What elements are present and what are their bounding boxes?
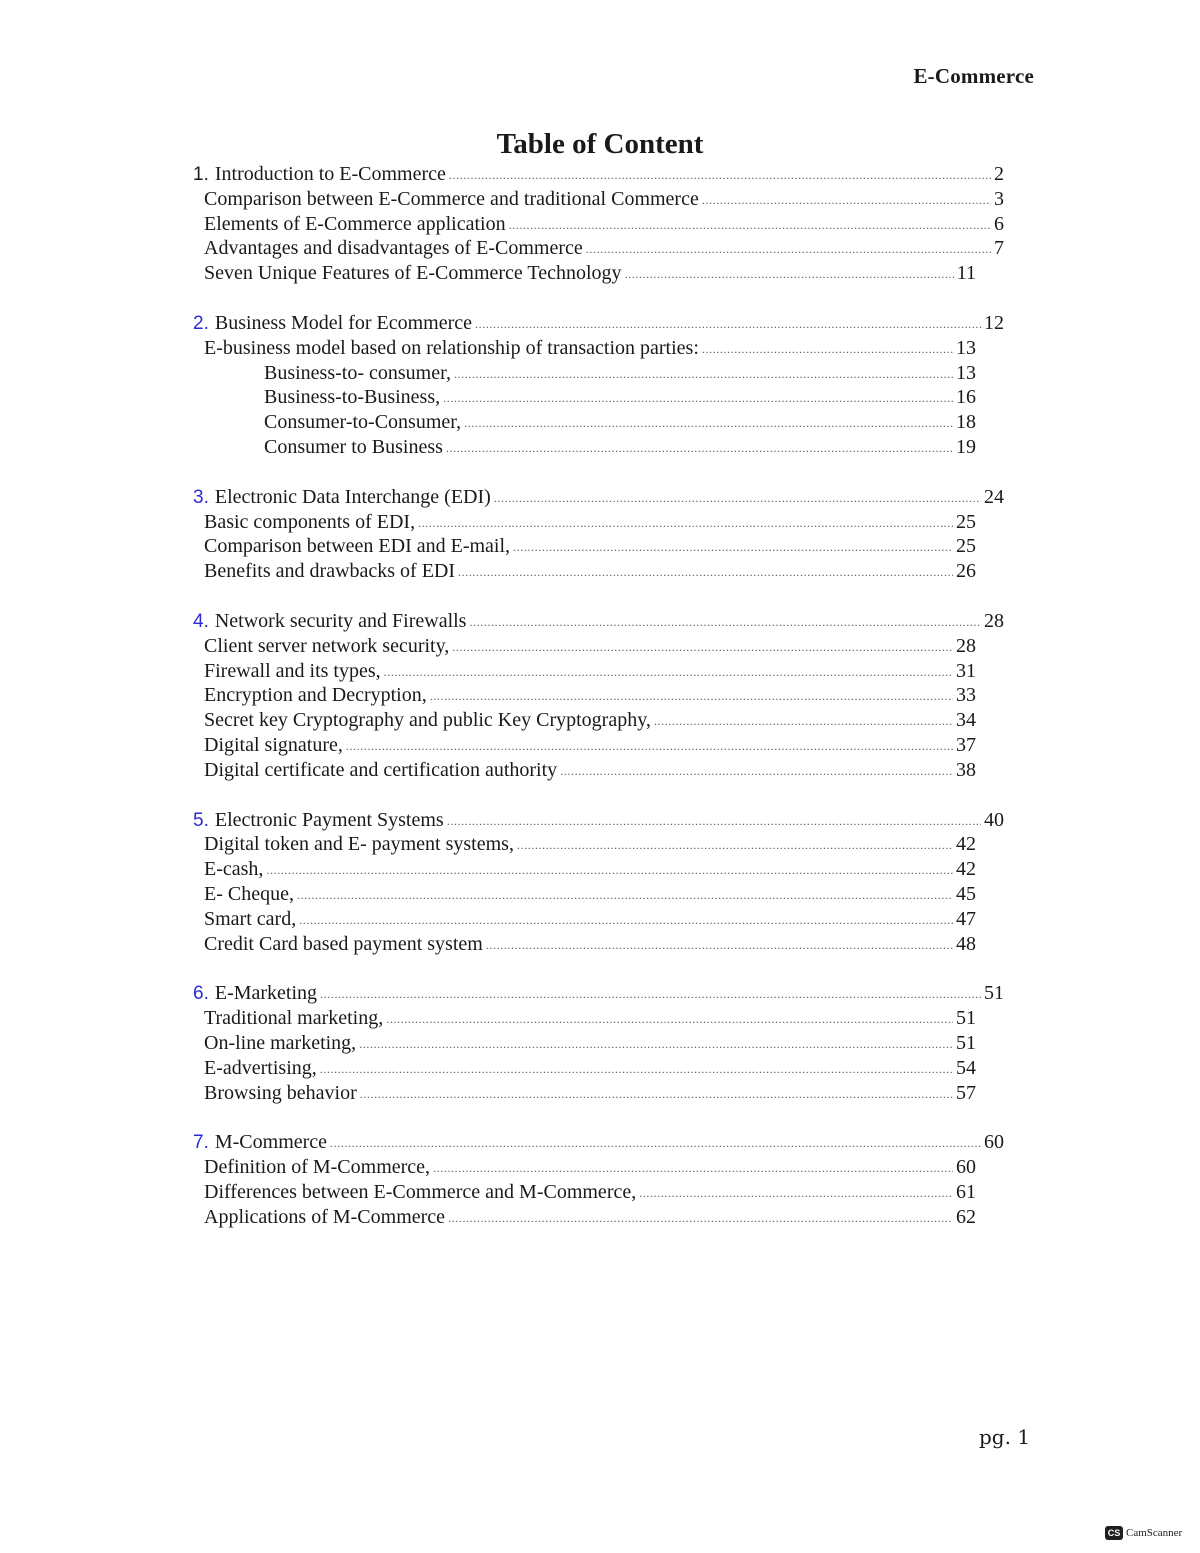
dot-leader — [452, 635, 953, 660]
toc-page-number: 54 — [956, 1056, 976, 1079]
toc-entry-title: Client server network security, — [204, 634, 450, 657]
toc-page-number: 13 — [956, 361, 976, 384]
toc-entry-title: Browsing behavior — [204, 1081, 357, 1104]
toc-entry[interactable] — [193, 708, 1004, 733]
toc-entry[interactable] — [193, 733, 1004, 758]
toc-entry-title: On-line marketing, — [204, 1031, 357, 1054]
toc-page-number: 48 — [956, 932, 976, 955]
toc-page-number: 45 — [956, 882, 976, 905]
toc-entry-title: E- Cheque, — [204, 882, 294, 905]
running-header: E-Commerce — [913, 64, 1034, 88]
camscanner-watermark — [1105, 1526, 1182, 1540]
toc-entry[interactable] — [193, 634, 1004, 659]
toc-page-number: 38 — [956, 758, 976, 781]
toc-entry[interactable] — [193, 236, 1004, 261]
dot-leader — [384, 660, 953, 685]
toc-section — [193, 1130, 1004, 1229]
toc-entry[interactable] — [193, 385, 1004, 410]
toc-entry[interactable] — [193, 832, 1004, 857]
table-of-contents — [193, 162, 1004, 1254]
toc-page-number: 60 — [956, 1156, 976, 1179]
toc-chapter-entry[interactable] — [193, 485, 1004, 510]
toc-chapter-entry[interactable] — [193, 808, 1004, 833]
dot-leader — [486, 933, 953, 958]
dot-leader — [386, 1007, 953, 1032]
toc-chapter-number: 6. — [193, 983, 209, 1005]
toc-entry[interactable] — [193, 187, 1004, 212]
toc-page-number: 24 — [984, 485, 1004, 508]
toc-page-number: 28 — [984, 609, 1004, 632]
toc-page-number: 31 — [956, 659, 976, 682]
toc-chapter-number: 2. — [193, 312, 209, 334]
dot-leader — [475, 312, 981, 337]
toc-entry-title: Definition of M-Commerce, — [204, 1156, 431, 1179]
dot-leader — [359, 1032, 953, 1057]
toc-chapter-entry[interactable] — [193, 981, 1004, 1006]
toc-page-number: 11 — [956, 262, 976, 285]
toc-section — [193, 808, 1004, 957]
toc-entry[interactable] — [193, 1180, 1004, 1205]
toc-entry[interactable] — [193, 361, 1004, 386]
toc-entry-title: Seven Unique Features of E-Commerce Technology — [204, 262, 622, 285]
dot-leader — [654, 709, 953, 734]
toc-entry-title: E-cash, — [204, 858, 264, 881]
dot-leader — [418, 511, 953, 536]
toc-entry-title: Business-to- consumer, — [264, 361, 451, 384]
toc-entry-title: Comparison between E-Commerce and traditional Commerce — [204, 187, 699, 210]
toc-page-number: 42 — [956, 833, 976, 856]
toc-chapter-entry[interactable] — [193, 609, 1004, 634]
dot-leader — [320, 982, 981, 1007]
toc-entry-title: Elements of E-Commerce application — [204, 212, 506, 235]
dot-leader — [430, 684, 953, 709]
toc-entry[interactable] — [193, 559, 1004, 584]
camscanner-logo-icon: CS — [1105, 1526, 1123, 1540]
toc-page-number: 51 — [956, 1007, 976, 1030]
toc-entry[interactable] — [193, 1031, 1004, 1056]
toc-page-number: 25 — [956, 510, 976, 533]
dot-leader — [297, 883, 953, 908]
dot-leader — [513, 535, 953, 560]
toc-entry[interactable] — [193, 1056, 1004, 1081]
dot-leader — [449, 163, 991, 188]
toc-chapter-title: Electronic Payment Systems — [214, 808, 444, 831]
toc-entry-title: Secret key Cryptography and public Key Cryptography, — [204, 709, 651, 732]
toc-entry-title: Encryption and Decryption, — [204, 684, 427, 707]
toc-page-number: 34 — [956, 709, 976, 732]
toc-chapter-title: Network security and Firewalls — [214, 609, 467, 632]
toc-entry[interactable] — [193, 435, 1004, 460]
toc-page-number: 19 — [956, 435, 976, 458]
dot-leader — [509, 213, 991, 238]
dot-leader — [448, 1206, 953, 1231]
toc-section — [193, 311, 1004, 460]
toc-chapter-heading — [193, 1130, 327, 1156]
toc-entry[interactable] — [193, 410, 1004, 435]
toc-entry[interactable] — [193, 659, 1004, 684]
toc-chapter-heading — [193, 808, 444, 834]
toc-page-number: 7 — [994, 237, 1004, 260]
toc-entry-title: Business-to-Business, — [264, 386, 441, 409]
toc-chapter-heading — [193, 311, 472, 337]
toc-page-number: 51 — [984, 982, 1004, 1005]
toc-chapter-title: Electronic Data Interchange (EDI) — [214, 485, 491, 508]
toc-chapter-number: 3. — [193, 486, 209, 508]
toc-page-number: 51 — [956, 1031, 976, 1054]
toc-entry-title: E-advertising, — [204, 1056, 317, 1079]
dot-leader — [454, 362, 953, 387]
toc-entry-title: Basic components of EDI, — [204, 510, 416, 533]
toc-entry[interactable] — [193, 336, 1004, 361]
toc-entry-title: Benefits and drawbacks of EDI — [204, 560, 456, 583]
dot-leader — [625, 262, 954, 287]
toc-page-number: 40 — [984, 808, 1004, 831]
toc-page-number: 47 — [956, 907, 976, 930]
dot-leader — [464, 411, 953, 436]
dot-leader — [458, 560, 953, 585]
dot-leader — [639, 1181, 953, 1206]
toc-entry[interactable] — [193, 857, 1004, 882]
toc-entry[interactable] — [193, 1155, 1004, 1180]
dot-leader — [494, 486, 981, 511]
toc-page-number: 13 — [956, 336, 976, 359]
page-title: Table of Content — [496, 128, 704, 160]
dot-leader — [330, 1131, 981, 1156]
toc-section — [193, 485, 1004, 584]
dot-leader — [469, 610, 981, 635]
toc-chapter-title: Introduction to E-Commerce — [214, 163, 446, 185]
toc-page-number: 61 — [956, 1180, 976, 1203]
toc-entry-title: Credit Card based payment system — [204, 932, 483, 955]
toc-entry-title: Smart card, — [204, 907, 297, 930]
toc-page-number: 28 — [956, 634, 976, 657]
toc-chapter-entry[interactable] — [193, 162, 1004, 187]
toc-chapter-title: M-Commerce — [214, 1131, 328, 1154]
toc-chapter-entry[interactable] — [193, 311, 1004, 336]
toc-entry[interactable] — [193, 683, 1004, 708]
dot-leader — [433, 1156, 953, 1181]
toc-entry-title: Advantages and disadvantages of E-Commerce — [204, 237, 583, 260]
toc-chapter-heading — [193, 981, 317, 1007]
toc-page-number: 62 — [956, 1205, 976, 1228]
toc-entry[interactable] — [193, 758, 1004, 783]
dot-leader — [702, 188, 991, 213]
dot-leader — [443, 386, 953, 411]
toc-chapter-title: E-Marketing — [214, 982, 318, 1005]
toc-entry[interactable] — [193, 510, 1004, 535]
toc-chapter-heading — [193, 162, 446, 188]
toc-entry[interactable] — [193, 1081, 1004, 1106]
toc-page-number: 12 — [984, 311, 1004, 334]
toc-page-number: 42 — [956, 858, 976, 881]
camscanner-label: CamScanner — [1126, 1527, 1183, 1539]
toc-page-number: 60 — [984, 1131, 1004, 1154]
toc-entry-title: Comparison between EDI and E-mail, — [204, 535, 511, 558]
toc-entry-title: E-business model based on relationship of transaction parties: — [204, 336, 699, 359]
toc-entry-title: Digital certificate and certification authority — [204, 758, 558, 781]
toc-entry-title: Consumer-to-Consumer, — [264, 411, 462, 434]
toc-entry-title: Applications of M-Commerce — [204, 1205, 446, 1228]
toc-entry[interactable] — [193, 932, 1004, 957]
dot-leader — [586, 237, 991, 262]
toc-chapter-heading — [193, 609, 466, 635]
dot-leader — [517, 833, 953, 858]
toc-page-number: 26 — [956, 560, 976, 583]
toc-entry-title: Differences between E-Commerce and M-Commerce, — [204, 1180, 637, 1203]
toc-page-number: 33 — [956, 684, 976, 707]
toc-chapter-entry[interactable] — [193, 1130, 1004, 1155]
toc-entry[interactable] — [193, 882, 1004, 907]
toc-entry-title: Digital signature, — [204, 733, 343, 756]
toc-chapter-title: Business Model for Ecommerce — [214, 311, 473, 334]
toc-section — [193, 981, 1004, 1105]
toc-entry[interactable] — [193, 907, 1004, 932]
toc-page-number: 16 — [956, 386, 976, 409]
toc-chapter-number: 1. — [193, 164, 209, 185]
dot-leader — [702, 337, 953, 362]
toc-page-number: 2 — [994, 163, 1004, 185]
dot-leader — [560, 759, 953, 784]
toc-entry[interactable] — [193, 261, 1004, 286]
toc-page-number: 18 — [956, 411, 976, 434]
toc-page-number: 3 — [994, 187, 1004, 210]
page-number: pg. 1 — [979, 1425, 1031, 1449]
toc-entry[interactable] — [193, 1205, 1004, 1230]
toc-chapter-heading — [193, 485, 491, 511]
dot-leader — [299, 908, 953, 933]
toc-chapter-number: 5. — [193, 809, 209, 831]
dot-leader — [320, 1057, 953, 1082]
toc-entry-title: Digital token and E- payment systems, — [204, 833, 514, 856]
toc-page-number: 25 — [956, 535, 976, 558]
toc-section — [193, 609, 1004, 783]
dot-leader — [360, 1082, 953, 1107]
toc-entry-title: Traditional marketing, — [204, 1007, 384, 1030]
toc-entry[interactable] — [193, 1006, 1004, 1031]
toc-entry[interactable] — [193, 534, 1004, 559]
toc-page-number: 37 — [956, 733, 976, 756]
toc-entry-title: Firewall and its types, — [204, 659, 381, 682]
dot-leader — [346, 734, 953, 759]
toc-chapter-number: 4. — [193, 610, 209, 632]
toc-page-number: 57 — [956, 1081, 976, 1104]
dot-leader — [266, 858, 953, 883]
toc-entry[interactable] — [193, 212, 1004, 237]
dot-leader — [446, 436, 953, 461]
toc-page-number: 6 — [994, 212, 1004, 235]
toc-chapter-number: 7. — [193, 1132, 209, 1154]
toc-entry-title: Consumer to Business — [264, 435, 443, 458]
toc-section — [193, 162, 1004, 286]
dot-leader — [447, 809, 981, 834]
